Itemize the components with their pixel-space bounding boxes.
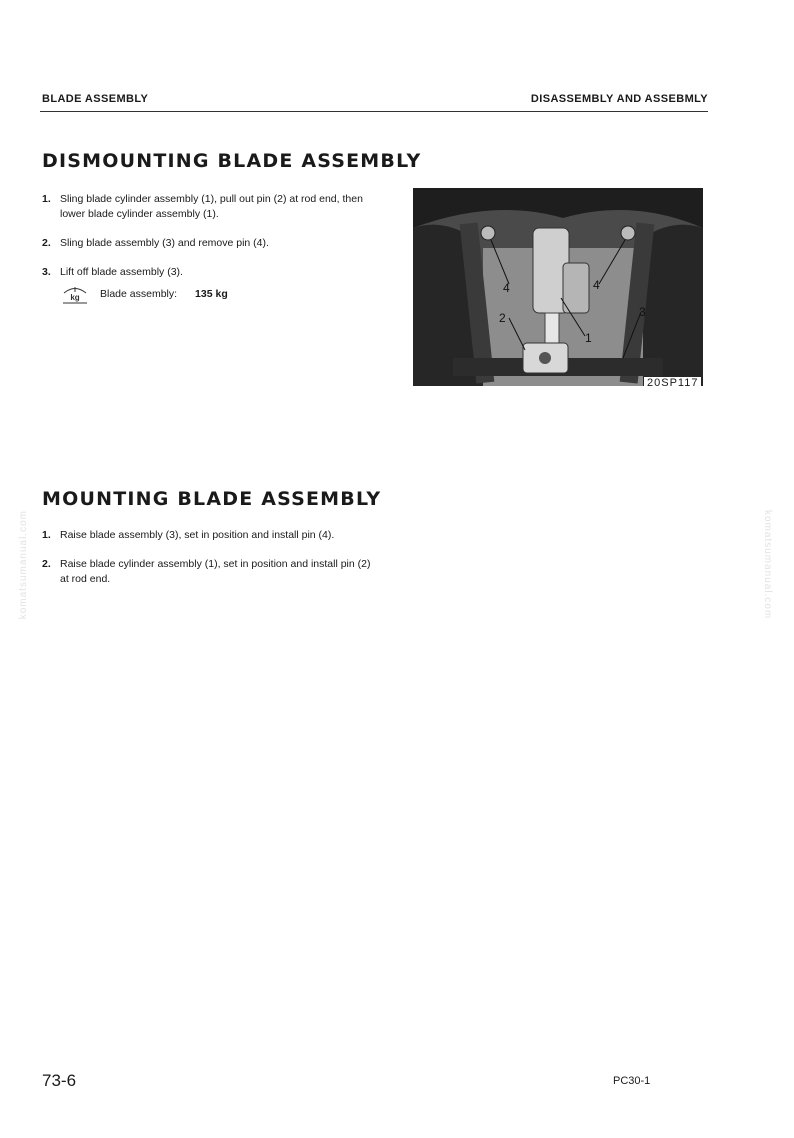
- watermark-left: komatsumanual.com: [18, 510, 29, 620]
- dismounting-step-1: [42, 192, 372, 222]
- weight-icon-label: kg: [70, 293, 80, 302]
- step-text: Lift off blade assembly (3).: [60, 266, 183, 278]
- mounting-step-1: [42, 528, 372, 543]
- step-number: 3.: [42, 266, 51, 278]
- blade-cylinder-photo: [413, 188, 703, 386]
- header-rule: [40, 111, 708, 112]
- weight-value: 135 kg: [195, 287, 228, 300]
- mounting-step-2: [42, 557, 372, 587]
- callout-3: 3: [639, 305, 646, 319]
- weight-note: [60, 284, 372, 304]
- callout-2: 2: [499, 311, 506, 325]
- page-number: 73-6: [42, 1071, 77, 1090]
- step-text: Sling blade cylinder assembly (1), pull out pin (2) at rod end, then lower blade cylinder assembly (1).: [60, 193, 363, 220]
- step-number: 2.: [42, 237, 51, 249]
- step-text: Raise blade assembly (3), set in position and install pin (4).: [60, 529, 335, 541]
- step-text: Raise blade cylinder assembly (1), set in position and install pin (2) at rod end.: [60, 558, 371, 585]
- dismounting-step-3: [42, 265, 372, 304]
- header-chapter-title: DISASSEMBLY AND ASSEBMLY: [530, 93, 708, 105]
- weight-kg-icon: [60, 284, 90, 304]
- dismounting-step-2: [42, 236, 372, 251]
- dismounting-title: DISMOUNTING BLADE ASSEMBLY: [42, 150, 422, 172]
- photo-code: 20SP117: [644, 377, 701, 389]
- step-text: Sling blade assembly (3) and remove pin (4).: [60, 237, 269, 249]
- dismounting-steps: [42, 192, 372, 318]
- step-number: 2.: [42, 558, 51, 570]
- callout-1: 1: [585, 331, 592, 345]
- watermark-right: komatsumanual.com: [762, 510, 773, 620]
- model-code: PC30-1: [613, 1075, 651, 1087]
- mounting-title: MOUNTING BLADE ASSEMBLY: [42, 488, 382, 510]
- callout-4-right: 4: [593, 278, 600, 292]
- callout-4-left: 4: [503, 281, 510, 295]
- header-section-title: BLADE ASSEMBLY: [42, 93, 149, 105]
- photo-illustration: [413, 188, 703, 386]
- step-number: 1.: [42, 193, 51, 205]
- mounting-steps: [42, 528, 372, 601]
- weight-label: Blade assembly:: [100, 287, 178, 300]
- step-number: 1.: [42, 529, 51, 541]
